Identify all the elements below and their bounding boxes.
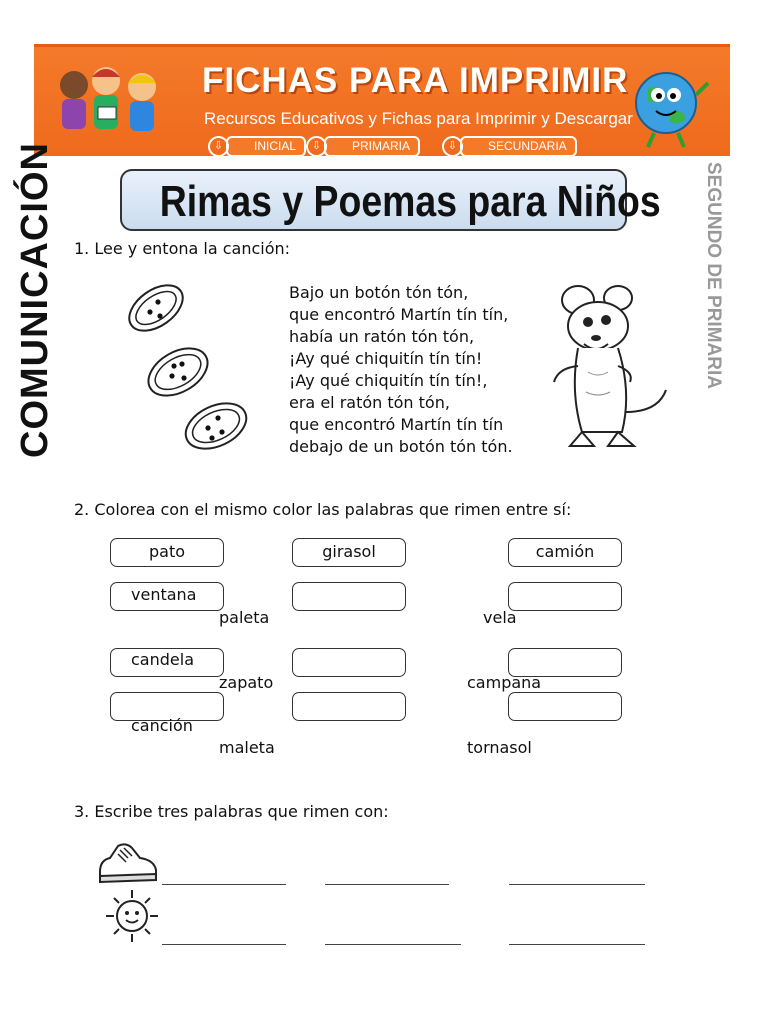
subject-label: COMUNICACIÓN: [14, 142, 56, 458]
poem-line: Bajo un botón tón tón,: [289, 283, 469, 302]
worksheet-title-box: [120, 169, 661, 231]
nav-primaria-button[interactable]: [311, 136, 420, 157]
nav-secundaria-label: SECUNDARIA: [488, 139, 567, 153]
poem-line: ¡Ay qué chiquitín tín tín!,: [289, 371, 488, 390]
nav-inicial-button[interactable]: [213, 136, 306, 157]
poem-line: debajo de un botón tón tón.: [289, 437, 513, 456]
nav-primaria-label: PRIMARIA: [352, 139, 411, 153]
kids-illustration-icon: [44, 55, 174, 151]
poem-text: [289, 282, 513, 458]
word-box-ventana: ventana: [110, 582, 224, 611]
sun-icon: [102, 886, 162, 946]
word-box-girasol: girasol: [292, 538, 406, 567]
answer-blank[interactable]: [325, 884, 449, 885]
grade-label: SEGUNDO DE PRIMARIA: [703, 162, 724, 389]
question-3-prompt: 3. Escribe tres palabras que rimen con:: [74, 802, 389, 821]
word-campana: campana: [467, 673, 542, 692]
question-2-prompt: 2. Colorea con el mismo color las palabras que rimen entre sí:: [74, 500, 572, 519]
empty-box: [508, 692, 622, 721]
answer-blank[interactable]: [162, 944, 286, 945]
nav-secundaria-button[interactable]: [447, 136, 577, 157]
buttons-illustration-icon: [124, 278, 254, 458]
poem-line: era el ratón tón tón,: [289, 393, 450, 412]
empty-box: [292, 692, 406, 721]
answer-blank[interactable]: [325, 944, 461, 945]
nav-inicial-label: INICIAL: [254, 139, 297, 153]
poem-line: había un ratón tón tón,: [289, 327, 475, 346]
word-box-pato: pato: [110, 538, 224, 567]
word-tornasol: tornasol: [467, 738, 532, 757]
poem-line: que encontró Martín tín tín: [289, 415, 504, 434]
mouse-illustration-icon: [548, 282, 674, 458]
poem-line: ¡Ay qué chiquitín tín tín!: [289, 349, 483, 368]
answer-blank[interactable]: [162, 884, 286, 885]
word-maleta: maleta: [219, 738, 275, 757]
word-zapato: zapato: [219, 673, 274, 692]
banner-title: FICHAS PARA IMPRIMIR: [202, 61, 629, 100]
empty-box: [292, 648, 406, 677]
arrow-down-icon: ⇩: [442, 136, 463, 157]
question-1-prompt: 1. Lee y entona la canción:: [74, 239, 291, 258]
arrow-down-icon: ⇩: [208, 136, 229, 157]
worksheet-title: Rimas y Poemas para Niños: [159, 177, 661, 226]
banner-subtitle: Recursos Educativos y Fichas para Imprimir y Descargar: [204, 109, 633, 128]
empty-box: [508, 582, 622, 611]
word-paleta: paleta: [219, 608, 270, 627]
globe-mascot-icon: [626, 65, 716, 151]
word-vela: vela: [483, 608, 517, 627]
arrow-down-icon: ⇩: [306, 136, 327, 157]
answer-blank[interactable]: [509, 944, 645, 945]
empty-box: [292, 582, 406, 611]
poem-line: que encontró Martín tín tín,: [289, 305, 509, 324]
answer-blank[interactable]: [509, 884, 645, 885]
word-cancion: canción: [131, 716, 193, 735]
word-box-candela: candela: [110, 648, 224, 677]
word-box-camion: camión: [508, 538, 622, 567]
shoe-icon: [96, 838, 160, 884]
header-banner: [34, 44, 730, 156]
